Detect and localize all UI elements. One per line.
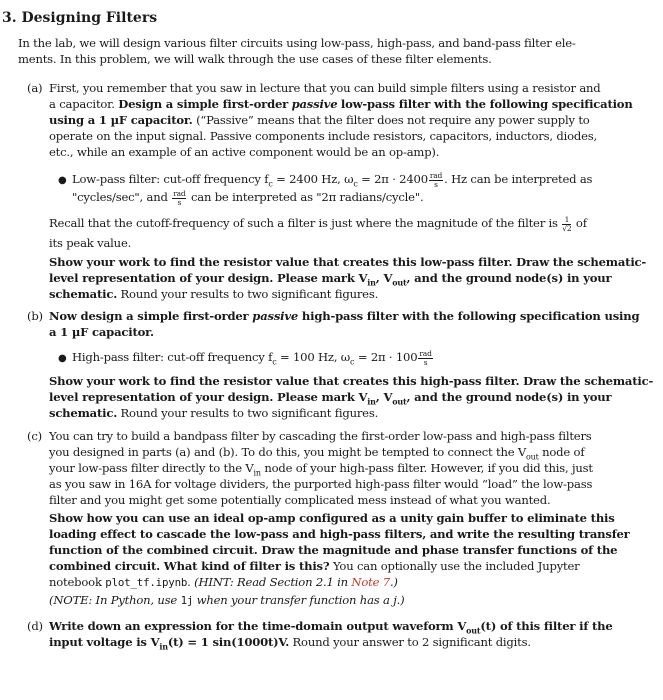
part-c-instruction-2: loading effect to cascade the low-pass and high-pass filters, and write the resulting transfer	[49, 527, 630, 541]
part-d-line-2: input voltage is $V_{in}(t) = 1$ sin(1000t)V. Round your answer to 2 significant digits.	[49, 635, 531, 652]
part-d-label: (d)	[27, 619, 43, 633]
intro-line-1: In the lab, we will design various filter circuits using low-pass, high-pass, and band-pass filter ele-	[18, 36, 576, 50]
part-b-instruction-1: Show your work to find the resistor value that creates this high-pass filter. Draw the schematic-	[49, 374, 654, 388]
part-a-bullet-line-1: ● Low-pass filter: cut-off frequency $f_c = 2400$ Hz, $\omega_c = 2\pi \cdot 2400$ $\frac{\text{rad}}{s}$ . Hz can be interpreted as	[58, 170, 593, 189]
one-over-sqrt2-fraction: $\frac{1}{√2}$	[562, 214, 572, 233]
part-c-instruction-3: function of the combined circuit. Draw the magnitude and phase transfer functions of the	[49, 543, 618, 557]
bullet-icon: ●	[58, 353, 67, 364]
part-d-line-1: Write down an expression for the time-domain output waveform $V_{out}(t)$ of this filter if the	[49, 619, 613, 636]
part-a-bullet-line-2: "cycles/sec", and $\frac{\text{rad}}{s}$ can be interpreted as "2π radians/cycle".	[72, 188, 424, 207]
part-c-line-3: your low-pass filter directly to the $V_{in}$ node of your high-pass filter. However, if you did this, just	[49, 461, 593, 478]
notebook-filename: plot_tf.ipynb	[105, 576, 188, 589]
part-b-line-1: Now design a simple first-order passive high-pass filter with the following specification using	[49, 309, 640, 323]
intro-line-2: ments. In this problem, we will walk through the use cases of these filter elements.	[18, 52, 492, 66]
part-b-line-2: a 1 µF capacitor.	[49, 325, 154, 339]
note-7-link[interactable]: Note 7	[351, 575, 390, 589]
part-c-note: (NOTE: In Python, use 1j when your transfer function has a j.)	[49, 593, 405, 607]
rad-per-s-fraction: $\frac{\text{rad}}{s}$	[429, 170, 443, 189]
part-c-instruction-1: Show how you can use an ideal op-amp configured as a unity gain buffer to eliminate this	[49, 511, 615, 525]
part-a-instruction-1: Show your work to find the resistor value that creates this low-pass filter. Draw the schematic-	[49, 255, 647, 269]
part-a-label: (a)	[27, 81, 43, 95]
part-a-line-2: a capacitor. Design a simple first-order passive low-pass filter with the following specification	[49, 97, 633, 111]
part-b-label: (b)	[27, 309, 43, 323]
part-a-recall-line-2: its peak value.	[49, 236, 132, 250]
part-c-instruction-4: combined circuit. What kind of filter is this? You can optionally use the included Jupyter	[49, 559, 580, 573]
part-a-line-4: operate on the input signal. Passive components include resistors, capacitors, inductors, diodes,	[49, 129, 597, 143]
part-b-instruction-3: schematic. Round your results to two significant figures.	[49, 406, 379, 420]
part-b-instruction-2: level representation of your design. Please mark $V_{in}$, $V_{out}$, and the ground node(s) in your	[49, 390, 612, 407]
part-a-instruction-3: schematic. Round your results to two significant figures.	[49, 287, 379, 301]
part-a-line-3: using a 1 µF capacitor. (“Passive” means that the filter does not require any power supply to	[49, 113, 590, 127]
bullet-icon: ●	[58, 175, 67, 186]
part-c-instruction-5: notebook plot_tf.ipynb. (HINT: Read Section 2.1 in Note 7.)	[49, 575, 398, 589]
part-c-label: (c)	[27, 429, 42, 443]
part-c-line-1: You can try to build a bandpass filter by cascading the first-order low-pass and high-pass filters	[49, 429, 592, 443]
part-a-instruction-2: level representation of your design. Please mark $V_{in}$, $V_{out}$, and the ground node(s) in your	[49, 271, 612, 288]
part-c-line-4: as you saw in 16A for voltage dividers, the purported high-pass filter would “load” the low-pass	[49, 477, 593, 491]
section-title: 3. Designing Filters	[2, 10, 158, 26]
part-a-line-1: First, you remember that you saw in lecture that you can build simple filters using a resistor and	[49, 81, 601, 95]
part-a-recall-line-1: Recall that the cutoff-frequency of such a filter is just where the magnitude of the filter is $\frac{1}{√2}$ of	[49, 214, 587, 233]
part-a-line-5: etc., while an example of an active component would be an op-amp).	[49, 145, 440, 159]
rad-per-s-fraction: $\frac{\text{rad}}{s}$	[173, 188, 186, 207]
part-c-line-5: filter and you might get some potentially complicated mess instead of what you wanted.	[49, 493, 551, 507]
rad-per-s-fraction: $\frac{\text{rad}}{s}$	[419, 348, 432, 367]
part-b-bullet: ● High-pass filter: cut-off frequency $f_c = 100$ Hz, $\omega_c = 2\pi \cdot 100$ $\frac{\text{rad}}{s}$	[58, 348, 432, 367]
part-c-line-2: you designed in parts (a) and (b). To do this, you might be tempted to connect the $V_{out}$ node of	[49, 445, 585, 462]
